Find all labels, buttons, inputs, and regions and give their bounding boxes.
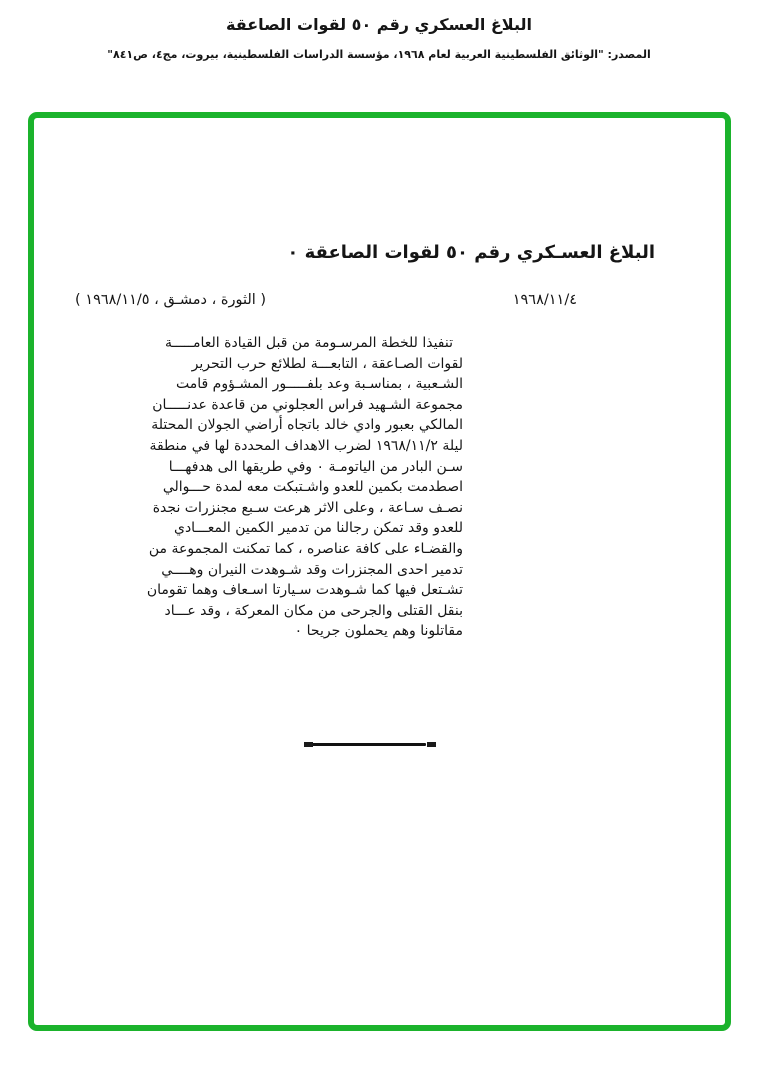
communique-body-line: مقاتلونا وهم يحملون جريحا ٠ xyxy=(294,623,463,640)
source-citation: المصدر: "الوثائق الفلسطينية العربية لعام ١٩٦٨، مؤسسة الدراسات الفلسطينية، بيروت، مج٤، ص٨٤١" xyxy=(107,48,651,61)
communique-body-line: تنفيذا للخطة المرسـومة من قبل القيادة العامـــــة xyxy=(165,335,453,351)
signature-dash xyxy=(308,743,426,746)
communique-body-line: الشـعبية ، بمناسـبة وعد بلفـــــور المشـؤوم قامت xyxy=(176,376,463,393)
communique-body-line: نصـف سـاعة ، وعلى الاثر هرعت سـبع مجنزرات نجدة xyxy=(152,499,463,516)
communique-body-line: بنقل القتلى والجرحى من مكان المعركة ، وقد عـــاد xyxy=(164,602,463,619)
communique-title: البلاغ العسـكري رقم ٥٠ لقوات الصاعقة ٠ xyxy=(287,242,655,263)
communique-body-line: سـن البادر من الياتومـة ٠ وفي طريقها الى هدفهـــا xyxy=(168,458,463,475)
publication-reference: ( الثورة ، دمشـق ، ١٩٦٨/١١/٥ ) xyxy=(75,292,267,308)
page-header xyxy=(0,0,758,62)
communique-body-line: والقضـاء على كافة عناصره ، كما تمكنت المجموعة من xyxy=(148,540,463,557)
communique-body-line: للعدو وقد تمكن رجالنا من تدمير الكمين المعـــادي xyxy=(173,520,463,537)
communique-body-line: مجموعة الشـهيد فراس العجلوني من قاعدة عدنـــــان xyxy=(152,396,463,413)
communique-body-line: تشـتعل فيها كما شـوهدت سـيارتا اسـعاف وهما تقومان xyxy=(146,582,463,599)
page-title: البلاغ العسكري رقم ٥٠ لقوات الصاعقة xyxy=(226,15,532,34)
communique-body-line: اصطدمت بكمين للعدو واشـتبكت معه لمدة حـــوالي xyxy=(162,479,463,496)
date-row xyxy=(75,292,577,308)
communique-body-line: تدمير احدى المجنزرات وقد شـوهدت النيران وهــــي xyxy=(161,561,463,578)
communique-body-line: لقوات الصـاعقة ، التابعـــة لطلائع حرب التحرير xyxy=(191,355,463,372)
communique-body-line: ليلة ١٩٦٨/١١/٢ لضرب الاهداف المحددة لها في منطقة xyxy=(149,437,463,454)
communique-body-line: المالكي بعبور وادي خالد باتجاه أراضي الجولان المحتلة xyxy=(151,417,463,434)
communique-date: ١٩٦٨/١١/٤ xyxy=(512,292,577,308)
document-scan-frame xyxy=(28,112,731,1031)
communique-body xyxy=(147,333,463,642)
